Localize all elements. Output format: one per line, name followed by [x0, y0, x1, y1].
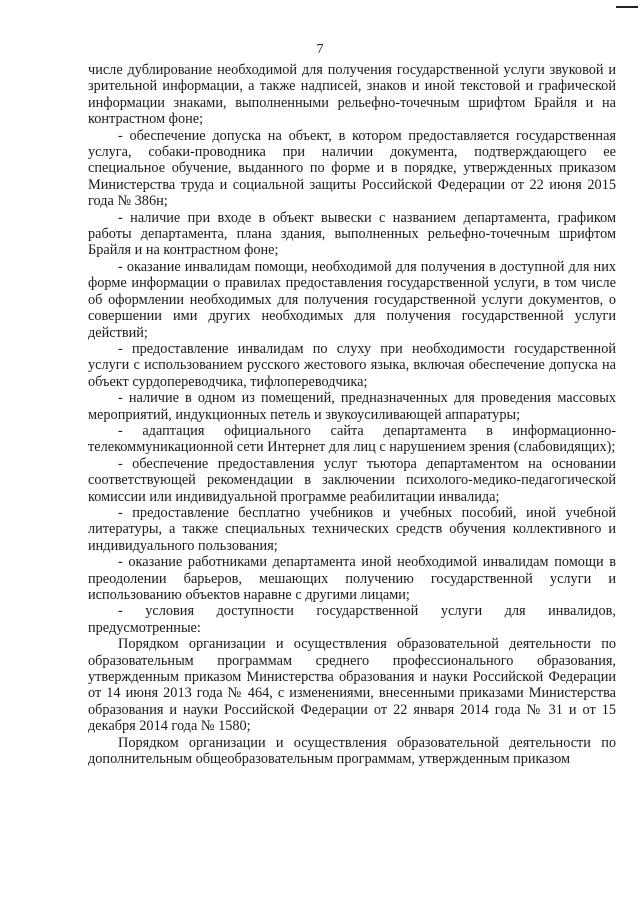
paragraph: - обеспечение допуска на объект, в котором предоставляется государственная услуга, собаки-проводника при наличии документа, подтверждающего ее специальное обучение, выданного по форме и в порядке, утвержденных приказом Министерства труда и социальной защиты Российской Федерации от 22 июня 2015 года № 386н; — [88, 127, 616, 210]
page-number: 7 — [316, 42, 324, 57]
paragraph: - оказание инвалидам помощи, необходимой для получения в доступной для них форме информации о правилах предоставления государственной услуги, в том числе об оформлении необходимых для получения государственной услуги документов, о совершении ими других необходимых для получения государственной услуги действий; — [88, 258, 616, 341]
paragraph: - условия доступности государственной услуги для инвалидов, предусмотренные: — [88, 603, 616, 636]
document-body — [88, 62, 616, 767]
paragraph: - адаптация официального сайта департамента в информационно-телекоммуникационной сети Интернет для лиц с нарушением зрения (слабовидящих); — [88, 422, 616, 456]
paragraph: - предоставление инвалидам по слуху при необходимости государственной услуги с использованием русского жестового языка, включая обеспечение допуска на объект сурдопереводчика, тифлопереводчика; — [88, 340, 616, 390]
paragraph: Порядком организации и осуществления образовательной деятельности по образовательным программам среднего профессионального образования, утвержденным приказом Министерства образования и науки Российской Федерации от 14 июня 2013 года № 464, с изменениями, внесенными приказами Министерства образования и науки Российской Федерации от 22 января 2014 года № 31 и от 15 декабря 2014 года № 1580; — [88, 636, 616, 735]
paragraph-continuation: числе дублирование необходимой для получения государственной услуги звуковой и зрительной информации, а также надписей, знаков и иной текстовой и графической информации знаками, выполненными рельефно-точечным шрифтом Брайля и на контрастном фоне; — [88, 62, 616, 128]
paragraph: - оказание работниками департамента иной необходимой инвалидам помощи в преодолении барьеров, мешающих получению государственной услуги и использованию объектов наравне с другими лицами; — [88, 554, 616, 603]
paragraph: - наличие при входе в объект вывески с названием департамента, графиком работы департамента, плана здания, выполненных рельефно-точечным шрифтом Брайля и на контрастном фоне; — [88, 209, 616, 259]
scan-mark — [616, 6, 638, 8]
paragraph: - обеспечение предоставления услуг тьютора департаментом на основании соответствующей рекомендации в заключении психолого-медико-педагогической комиссии или индивидуальной программе реабилитации инвалида; — [88, 455, 616, 505]
paragraph: Порядком организации и осуществления образовательной деятельности по дополнительным общеобразовательным программам, утвержденным приказом — [88, 734, 616, 768]
paragraph: - наличие в одном из помещений, предназначенных для проведения массовых мероприятий, индукционных петель и звукоусиливающей аппаратуры; — [88, 390, 616, 423]
paragraph: - предоставление бесплатно учебников и учебных пособий, иной учебной литературы, а также специальных технических средств обучения коллективного и индивидуального пользования; — [88, 504, 616, 554]
